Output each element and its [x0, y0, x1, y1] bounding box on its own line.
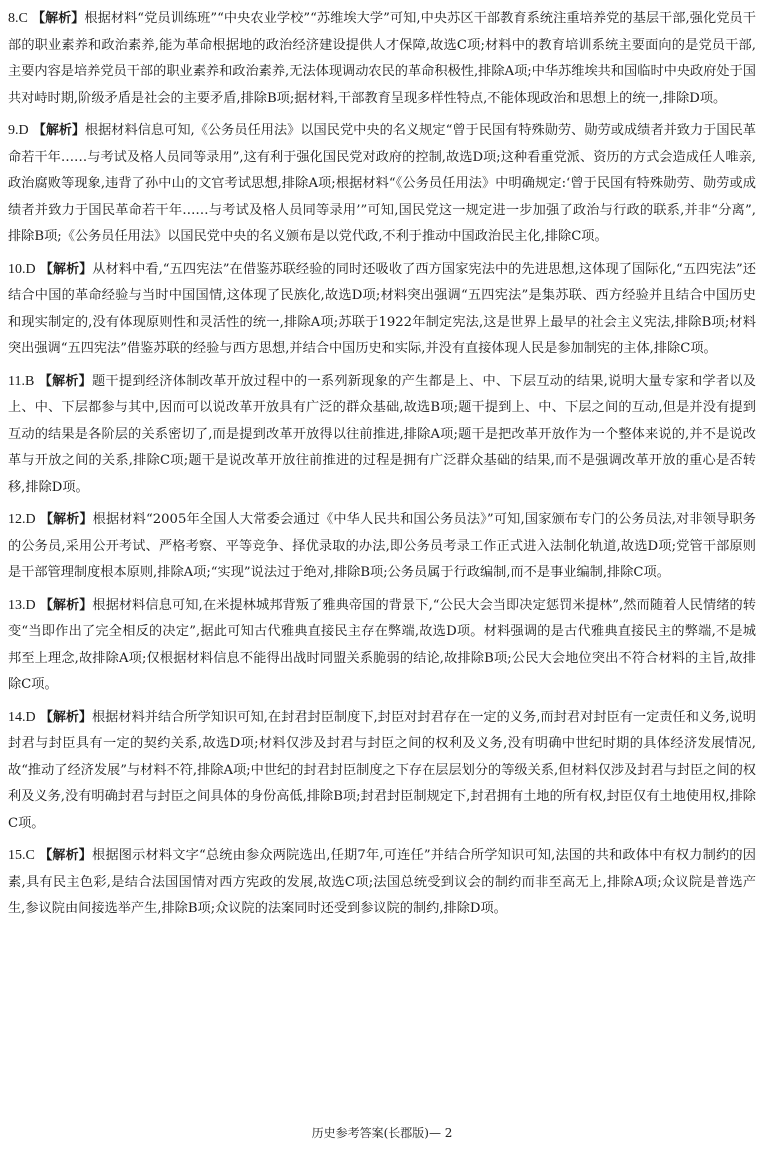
analysis-text: 根据图示材料文字“总统由参众两院选出,任期7年,可连任”并结合所学知识可知,法国的共和政体中有权力制约的因素,具有民主色彩,是结合法国国情对西方宪政的发展,故选C项;法国总统受到议会的制约而非至高无上,排除A项;众议院是普选产生,参议院由间接选举产生,排除B项;众议院的法案同时还受到参议院的制约,排除D项。: [8, 848, 756, 916]
question-number: 15.C: [8, 848, 35, 863]
question-number: 14.D: [8, 709, 36, 725]
question-number: 8.C: [8, 11, 28, 26]
answer-paragraph: [8, 507, 756, 587]
answer-item-13: [8, 593, 756, 699]
answer-item-9: [8, 118, 756, 251]
analysis-text: 题干提到经济体制改革开放过程中的一系列新现象的产生都是上、中、下层互动的结果,说明大量专家和学者以及上、中、下层都参与其中,因而可以说改革开放具有广泛的群众基础,故选B项;题干提到上、中、下层之间的互动,但是并没有提到互动的结果是各阶层的关系密切了,而是提到改革开放得以往前推进,排除A项;题干是把改革开放作为一个整体来说的,并不是说改革与开放之间的关系,排除C项;题干是说改革开放往前推进的过程是拥有广泛群众基础的结果,而不是强调改革开放的重心是否转移,排除D项。: [8, 373, 756, 495]
answer-paragraph: [8, 843, 756, 923]
analysis-tag: 【解析】: [39, 848, 92, 863]
analysis-tag: 【解析】: [39, 261, 93, 277]
answer-item-10: [8, 257, 756, 363]
answer-item-15: [8, 843, 756, 923]
answer-list: [8, 6, 756, 929]
answer-item-11: [8, 369, 756, 502]
analysis-tag: 【解析】: [32, 11, 85, 26]
analysis-text: 根据材料并结合所学知识可知,在封君封臣制度下,封臣对封君存在一定的义务,而封君对封臣有一定责任和义务,说明封君与封臣具有一定的契约关系,故选D项;材料仅涉及封君与封臣之间的权利及义务,没有明确中世纪时期的具体经济发展情况,故“推动了经济发展”与材料不符,排除A项;中世纪的封君封臣制度之下存在层层划分的等级关系,但材料仅涉及封君与封臣之间的权利及义务,没有明确封君与封臣之间具体的身份高低,排除B项;封君封臣制规定下,封君拥有土地的所有权,封臣仅有土地使用权,排除C项。: [8, 709, 756, 831]
analysis-text: 根据材料信息可知,在米提林城邦背叛了雅典帝国的背景下,“公民大会当即决定惩罚米提林”,然而随着人民情绪的转变“当即作出了完全相反的决定”,据此可知古代雅典直接民主存在弊端,故选D项。材料强调的是古代雅典直接民主的弊端,不是城邦至上理念,故排除A项;仅根据材料信息不能得出战时同盟关系脆弱的结论,故排除B项;公民大会地位突出不符合材料的主旨,故排除C项。: [8, 597, 756, 692]
question-number: 11.B: [8, 373, 35, 389]
analysis-tag: 【解析】: [39, 597, 93, 613]
answer-item-8: [8, 6, 756, 112]
question-number: 10.D: [8, 261, 36, 277]
analysis-tag: 【解析】: [32, 123, 85, 138]
analysis-text: 从材料中看,“五四宪法”在借鉴苏联经验的同时还吸收了西方国家宪法中的先进思想,这体现了国际化,“五四宪法”还结合中国的革命经验与当时中国国情,这体现了民族化,故选D项;材料突出强调“五四宪法”是集苏联、西方经验并且结合中国历史和现实制定的,没有体现原则性和灵活性的统一,排除A项;苏联于1922年制定宪法,这是世界上最早的社会主义宪法,排除B项;材料突出强调“五四宪法”借鉴苏联的经验与西方思想,并结合中国历史和实际,并没有直接体现人民是参加制宪的主体,排除C项。: [8, 261, 756, 356]
analysis-tag: 【解析】: [38, 373, 92, 389]
analysis-tag: 【解析】: [39, 512, 93, 527]
answer-item-12: [8, 507, 756, 587]
analysis-text: 根据材料“2005年全国人大常委会通过《中华人民共和国公务员法》”可知,国家颁布专门的公务员法,对非领导职务的公务员,采用公开考试、严格考察、平等竞争、择优录取的办法,即公务员考录工作正式进入法制化轨道,故选D项;党管干部原则是干部管理制度根本原则,排除A项;“实现”说法过于绝对,排除B项;公务员属于行政编制,而不是事业编制,排除C项。: [8, 512, 756, 580]
answer-paragraph: [8, 257, 756, 363]
answer-paragraph: [8, 369, 756, 502]
answer-paragraph: [8, 705, 756, 838]
analysis-text: 根据材料信息可知,《公务员任用法》以国民党中央的名义规定“曾于民国有特殊勋劳、勋劳或成绩者并致力于国民革命若干年……与考试及格人员同等录用”,这有利于强化国民党对政府的控制,故选D项;这种看重党派、资历的方式会造成任人唯亲,政治腐败等现象,违背了孙中山的文官考试思想,排除A项;根据材料“《公务员任用法》中明确规定:‘曾于民国有特殊勋劳、勋劳或成绩者并致力于国民革命若干年……与考试及格人员同等录用’”可知,国民党这一规定进一步加强了政治与行政的联系,并非“分离”,排除B项;《公务员任用法》以国民党中央的名义颁布是以党代政,不利于推动中国政治民主化,排除C项。: [8, 123, 756, 244]
question-number: 13.D: [8, 597, 36, 613]
answer-paragraph: [8, 6, 756, 112]
page-footer: 历史参考答案(长郡版)— 2: [311, 1126, 453, 1140]
answer-paragraph: [8, 593, 756, 699]
analysis-tag: 【解析】: [39, 709, 92, 725]
answer-item-14: [8, 705, 756, 838]
analysis-text: 根据材料“党员训练班”“中央农业学校”“苏维埃大学”可知,中央苏区干部教育系统注重培养党的基层干部,强化党员干部的职业素养和政治素养,能为革命根据地的政治经济建设提供人才保障,故选C项;材料中的教育培训系统主要面向的是党员干部,主要内容是培养党员干部的职业素养和政治素养,无法体现调动农民的革命积极性,排除A项;中华苏维埃共和国临时中央政府处于国共对峙时期,阶级矛盾是社会的主要矛盾,排除B项;据材料,干部教育呈现多样性特点,不能体现政治和思想上的统一,排除D项。: [8, 11, 756, 106]
question-number: 12.D: [8, 512, 36, 527]
answer-paragraph: [8, 118, 756, 251]
question-number: 9.D: [8, 123, 29, 138]
